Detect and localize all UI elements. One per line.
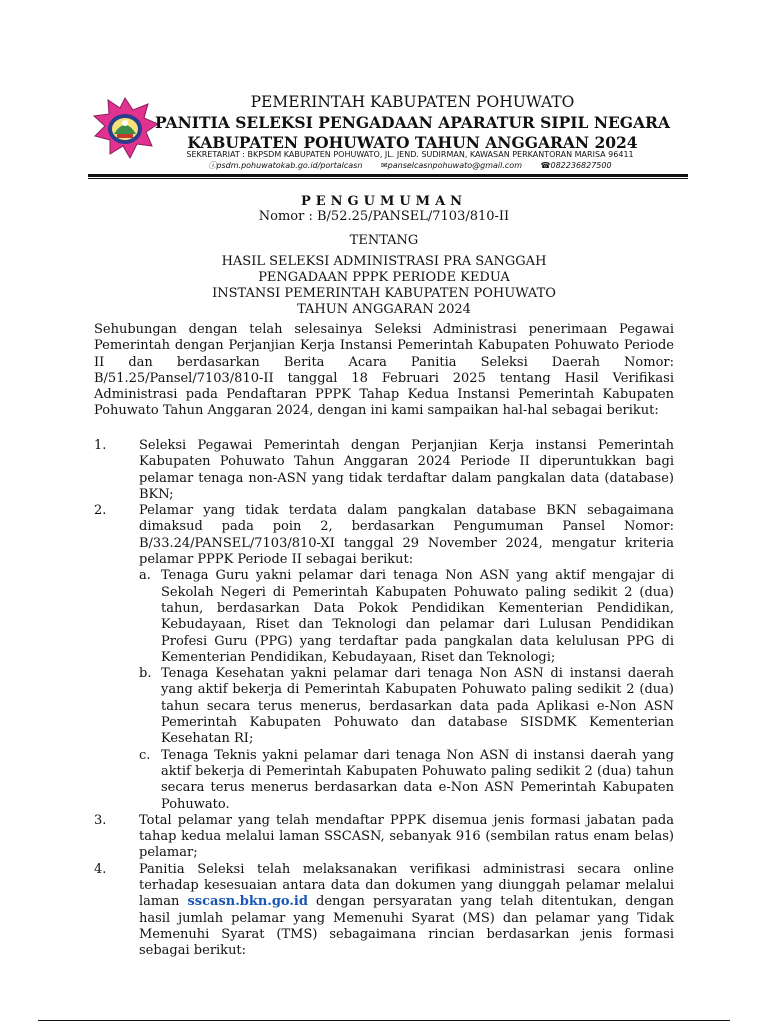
- item-number: 3.: [94, 812, 107, 828]
- regency-year: KABUPATEN POHUWATO TAHUN ANGGARAN 2024: [187, 133, 638, 152]
- criteria-list: [139, 568, 674, 812]
- committee-name: PANITIA SELEKSI PENGADAAN APARATUR SIPIL NEGARA: [155, 113, 670, 132]
- secretariat-address: SEKRETARIAT : BKPSDM KABUPATEN POHUWATO, JL. JEND. SUDIRMAN, KAWASAN PERKANTORAN MARISA 96411: [186, 150, 634, 159]
- criteria-letter: a.: [139, 568, 151, 584]
- item-number: 2.: [94, 503, 107, 519]
- tentang-label: TENTANG: [349, 233, 419, 248]
- item-text-before: Panitia Seleksi telah melaksanakan verifikasi administrasi secara online terhadap kesesuaian antara data dan dokumen yang diunggah pelamar melalui laman: [139, 861, 674, 910]
- item-number: 1.: [94, 438, 107, 453]
- criteria-letter: b.: [139, 666, 152, 682]
- list-item: [94, 813, 674, 862]
- item-text: Total pelamar yang telah mendaftar PPPK disemua jenis formasi jabatan pada tahap kedua melalui laman SSCASN, sebanyak 916 (sembilan ratus enam belas) pelamar;: [139, 812, 674, 861]
- website-text: psdm.pohuwatokab.go.id/portalcasn: [216, 161, 363, 170]
- phone-contact: ☎082236827500: [540, 161, 612, 170]
- item-text-after: dengan persyaratan yang telah ditentukan, dengan hasil jumlah pelamar yang Memenuhi Syarat (MS) dan pelamar yang Tidak Memenuhi Syarat (TMS) sebagaimana rincian berdasarkan jenis formasi sebagai berikut:: [139, 894, 674, 959]
- subject-line: TAHUN ANGGARAN 2024: [297, 302, 471, 317]
- footer-divider: [38, 1020, 730, 1021]
- item-number: 4.: [94, 861, 107, 877]
- announcement-number: Nomor : B/52.25/PANSEL/7103/810-II: [258, 209, 510, 224]
- header-divider-thick: [88, 174, 688, 177]
- announcement-title: PENGUMUMAN: [300, 194, 468, 209]
- criteria-text: Tenaga Guru yakni pelamar dari tenaga Non ASN yang aktif mengajar di Sekolah Negeri di Pemerintah Kabupaten Pohuwato paling sedikit 2 (dua) tahun, berdasarkan Data Pokok Pendidikan Kementerian Pendidikan, Kebudayaan, Riset dan Teknologi dan pelamar dari Lulusan Pendidikan Profesi Guru (PPG) yang terdaftar pada pangkalan data kelulusan PPG di Kementerian Pendidikan, Kebudayaan, Riset dan Teknologi;: [161, 568, 674, 665]
- criteria-text: Tenaga Teknis yakni pelamar dari tenaga Non ASN di instansi daerah yang aktif bekerja di Pemerintah Kabupaten Pohuwato paling sedikit 2 (dua) tahun secara terus menerus berdasarkan data e-Non ASN Pemerintah Kabupaten Pohuwato.: [161, 747, 674, 812]
- criteria-item: [139, 666, 674, 747]
- sscasn-link[interactable]: sscasn.bkn.go.id: [187, 894, 308, 910]
- list-item: [94, 503, 674, 813]
- subject-line: INSTANSI PEMERINTAH KABUPATEN POHUWATO: [212, 286, 556, 301]
- list-item: [94, 862, 674, 960]
- contact-line: [160, 160, 660, 171]
- email-contact: ✉panselcasnpohuwato@gmail.com: [380, 161, 522, 170]
- criteria-item: [139, 568, 674, 666]
- subject-line: PENGADAAN PPPK PERIODE KEDUA: [258, 270, 510, 285]
- item-text: Seleksi Pegawai Pemerintah dengan Perjanjian Kerja instansi Pemerintah Kabupaten Pohuwato Tahun Anggaran 2024 Periode II diperuntukkan bagi pelamar tenaga non-ASN yang tidak terdaftar dalam pangkalan data (database) BKN;: [139, 438, 674, 502]
- item-text: Pelamar yang tidak terdata dalam pangkalan database BKN sebagaimana dimaksud pada poin 2, berdasarkan Pengumuman Pansel Nomor: B/33.24/PANSEL/7103/810-XI tanggal 29 November 2024, mengatur kriteria pelamar PPPK Periode II sebagai berikut:: [139, 503, 674, 568]
- website-contact: ⓘpsdm.pohuwatokab.go.id/portalcasn: [208, 161, 363, 170]
- header-divider-thin: [88, 178, 688, 179]
- criteria-letter: c.: [139, 747, 151, 763]
- phone-text: 082236827500: [550, 161, 612, 170]
- email-text: panselcasnpohuwato@gmail.com: [387, 161, 522, 170]
- subject-line: HASIL SELEKSI ADMINISTRASI PRA SANGGAH: [221, 254, 547, 269]
- intro-paragraph: Sehubungan dengan telah selesainya Seleksi Administrasi penerimaan Pegawai Pemerintah dengan Perjanjian Kerja Instansi Pemerintah Kabupaten Pohuwato Periode II dan berdasarkan Berita Acara Panitia Seleksi Daerah Nomor: B/51.25/Pansel/7103/810-II tanggal 18 Februari 2025 tentang Hasil Verifikasi Administrasi pada Pendaftaran PPPK Tahap Kedua Instansi Pemerintah Kabupaten Pohuwato Tahun Anggaran 2024, dengan ini kami sampaikan hal-hal sebagai berikut:: [94, 322, 674, 419]
- criteria-item: [139, 748, 674, 813]
- criteria-text: Tenaga Kesehatan yakni pelamar dari tenaga Non ASN di instansi daerah yang aktif bekerja di Pemerintah Kabupaten Pohuwato paling sedikit 2 (dua) tahun secara terus menerus, berdasarkan data pada Aplikasi e-Non ASN Pemerintah Kabupaten Pohuwato dan database SISDMK Kementerian Kesehatan RI;: [161, 666, 674, 747]
- numbered-list: [94, 438, 674, 960]
- list-item: [94, 438, 674, 503]
- gov-name: PEMERINTAH KABUPATEN POHUWATO: [250, 93, 575, 111]
